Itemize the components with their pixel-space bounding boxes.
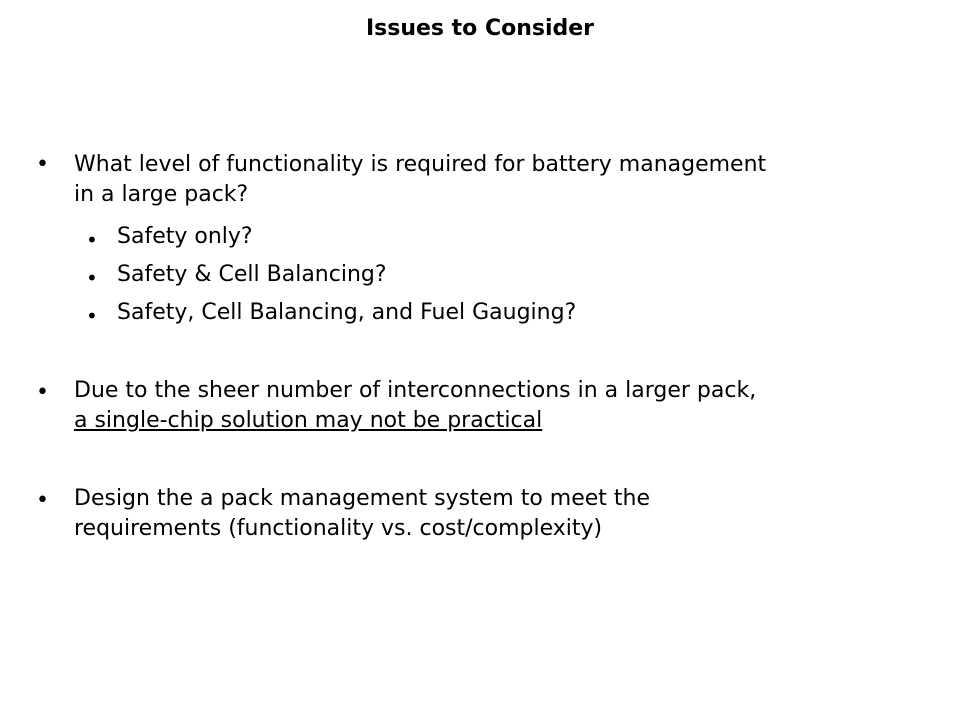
bullet-text: Due to the sheer number of interconnections in a larger pack, (74, 378, 757, 403)
bullet-text: Design the a pack management system to meet the (74, 486, 650, 511)
bullet-text: in a large pack? (74, 182, 249, 207)
sub-bullet-text: Safety, Cell Balancing, and Fuel Gauging? (117, 300, 577, 325)
sub-bullet-dot: • (86, 266, 98, 290)
bullet-dot: • (36, 152, 49, 177)
sub-bullet-dot: • (86, 228, 98, 252)
sub-bullet-text: Safety & Cell Balancing? (117, 262, 387, 287)
bullet-text: requirements (functionality vs. cost/complexity) (74, 516, 603, 541)
bullet-text: What level of functionality is required for battery management (74, 152, 767, 177)
bullet-dot: • (36, 488, 49, 513)
bullet-text-underlined: a single-chip solution may not be practical (74, 408, 543, 433)
sub-bullet-dot: • (86, 304, 98, 328)
sub-bullet-text: Safety only? (117, 224, 253, 249)
slide-title: Issues to Consider (365, 16, 595, 41)
bullet-dot: • (36, 380, 49, 405)
